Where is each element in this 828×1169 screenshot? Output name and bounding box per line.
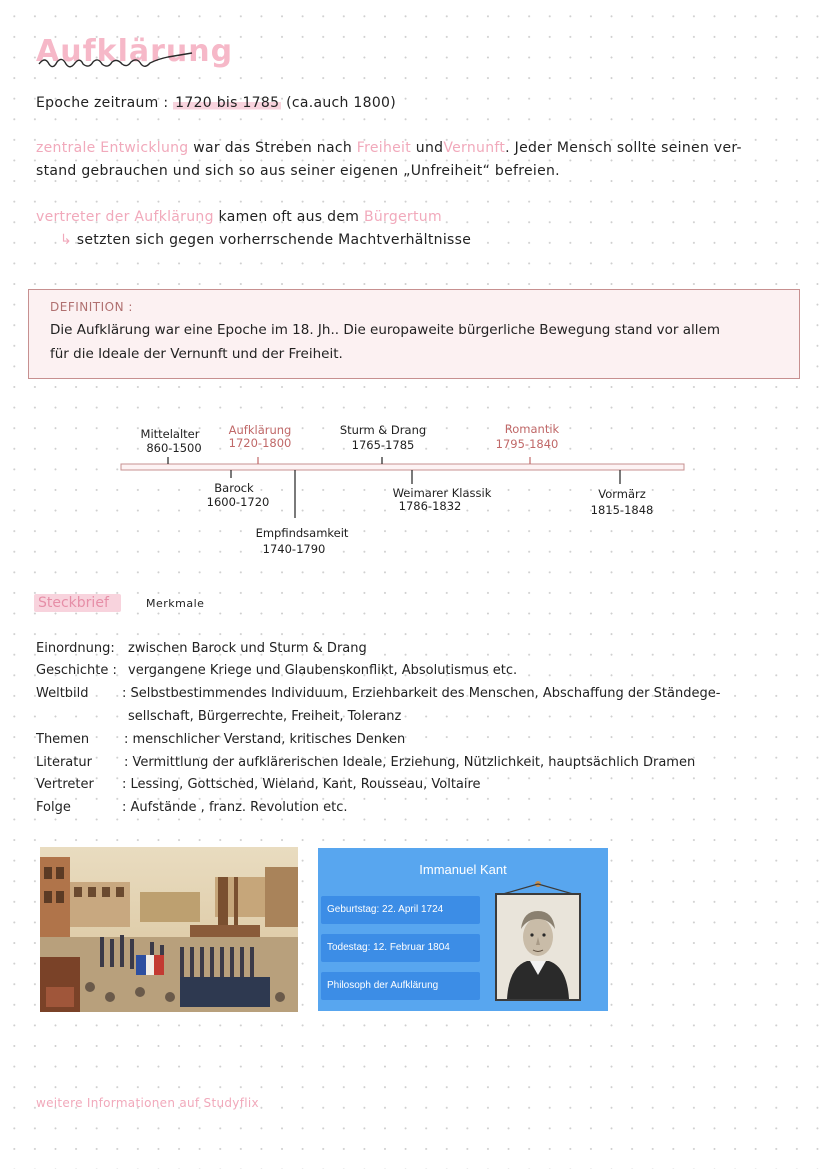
timeline-label: Vormärz (598, 487, 646, 501)
page-title: Aufklärung (36, 34, 234, 69)
epoch-timeline (0, 410, 828, 570)
keyword-vernunft: Vernunft (443, 140, 506, 156)
representatives-line-1 (36, 209, 442, 225)
kant-portrait-image (495, 893, 581, 1001)
row-value: : Vermittlung der aufklärerischen Ideale, Erziehung, Nützlichkeit, hauptsächlich Dramen (124, 755, 696, 770)
row-value: : Lessing, Gottsched, Wieland, Kant, Rousseau, Voltaire (122, 777, 481, 792)
timeline-label: Barock (214, 481, 254, 495)
definition-text-1: Die Aufklärung war eine Epoche im 18. Jh.. Die europaweite bürgerliche Bewegung stand vor allem (50, 322, 720, 338)
row-label: Einordnung: (36, 641, 115, 656)
merkmale-label: Merkmale (146, 597, 205, 610)
definition-text-2: für die Ideale der Vernunft und der Freiheit. (50, 346, 343, 362)
timeline-years: 1815-1848 (590, 503, 654, 517)
timeline-years: 1720-1800 (228, 436, 292, 450)
steckbrief-tag: Steckbrief (34, 594, 121, 612)
row-label: Weltbild (36, 686, 89, 701)
row-value: vergangene Kriege und Glaubenskonflikt, Absolutismus etc. (128, 663, 518, 678)
timeline-years: 1740-1790 (262, 542, 326, 556)
row-value: : menschlicher Verstand, kritisches Denken (124, 732, 406, 747)
epoch-range: 1720 bis 1785 (175, 95, 280, 111)
definition-label: DEFINITION : (50, 300, 133, 314)
central-term: zentrale Entwicklung (36, 140, 189, 156)
timeline-years: 1795-1840 (495, 437, 559, 451)
timeline-label: Weimarer Klassik (392, 486, 492, 500)
revolution-painting-image (40, 847, 298, 1012)
timeline-label: Romantik (504, 422, 560, 436)
epoch-label: Epoche zeitraum : (36, 95, 169, 111)
central-line-2: stand gebrauchen und sich so aus seiner eigenen „Unfreiheit“ befreien. (36, 163, 560, 179)
timeline-label: Mittelalter (140, 427, 200, 441)
epoch-note: (ca.auch 1800) (286, 95, 397, 111)
timeline-years: 1765-1785 (351, 438, 415, 452)
representatives-term: vertreter der Aufklärung (36, 209, 214, 225)
kant-role-button[interactable]: Philosoph der Aufklärung (321, 972, 480, 1000)
row-label: Folge (36, 800, 71, 815)
keyword-freiheit: Freiheit (356, 140, 412, 156)
central-text-1: war das Streben nach (193, 140, 352, 156)
representatives-text-2: setzten sich gegen vorherrschende Machtverhältnisse (76, 232, 472, 248)
timeline-years: 860-1500 (146, 441, 202, 455)
row-value: : Aufstände , franz. Revolution etc. (122, 800, 348, 815)
row-label: Literatur (36, 755, 92, 770)
timeline-label: Aufklärung (228, 423, 292, 437)
timeline-years: 1786-1832 (398, 499, 462, 513)
timeline-years: 1600-1720 (206, 495, 270, 509)
title-underline-scribble (36, 44, 226, 74)
timeline-label: Sturm & Drang (339, 423, 427, 437)
kant-death-button[interactable]: Todestag: 12. Februar 1804 (321, 934, 480, 962)
timeline-bar (121, 464, 684, 470)
central-line-1 (36, 140, 742, 156)
kant-title: Immanuel Kant (419, 862, 507, 877)
row-value: zwischen Barock und Sturm & Drang (128, 641, 367, 656)
representatives-text: kamen oft aus dem (218, 209, 360, 225)
arrow-icon: ↳ (60, 232, 73, 248)
row-value: : Selbstbestimmendes Individuum, Erziehbarkeit des Menschen, Abschaffung der Ständege- (122, 686, 721, 701)
epoch-line (36, 95, 396, 111)
footer-link[interactable]: weitere Informationen auf Studyflix (36, 1096, 259, 1110)
row-value: sellschaft, Bürgerrechte, Freiheit, Toleranz (128, 709, 402, 724)
timeline-label: Empfindsamkeit (255, 526, 349, 540)
row-label: Themen (36, 732, 90, 747)
representatives-line-2 (60, 232, 471, 248)
central-text-2: . Jeder Mensch sollte seinen ver- (505, 140, 742, 156)
central-und: und (415, 140, 444, 156)
row-label: Vertreter (36, 777, 94, 792)
row-label: Geschichte : (36, 663, 117, 678)
kant-birth-button[interactable]: Geburtstag: 22. April 1724 (321, 896, 480, 924)
keyword-buergertum: Bürgertum (363, 209, 442, 225)
